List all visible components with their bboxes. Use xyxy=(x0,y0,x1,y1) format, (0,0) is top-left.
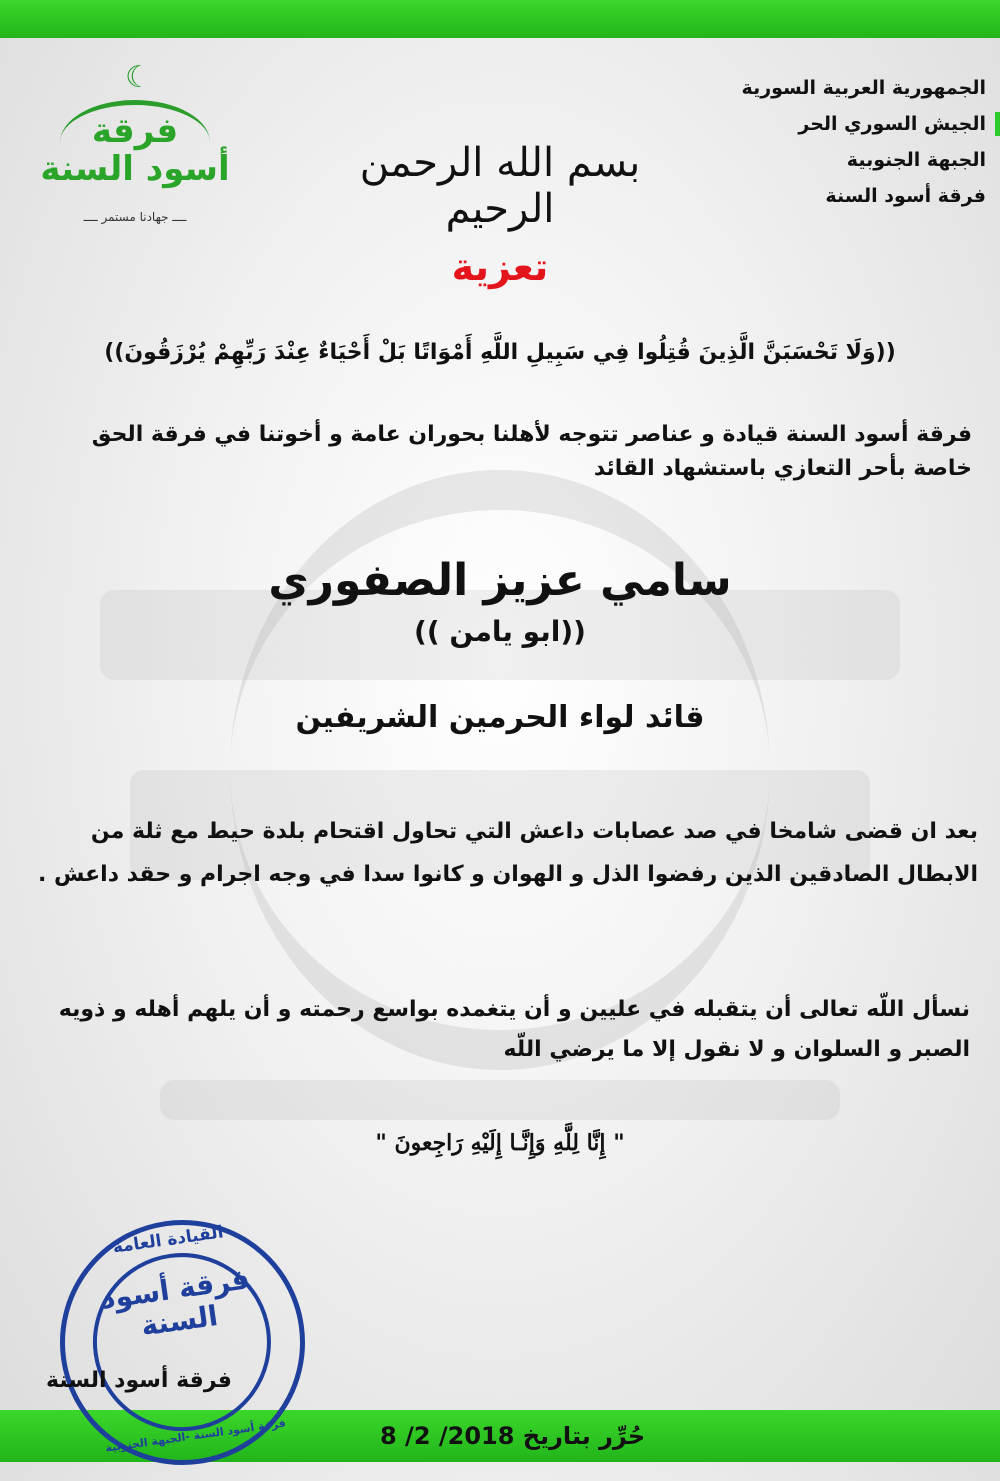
letterhead xyxy=(742,70,986,214)
watermark-shape xyxy=(160,1080,840,1120)
letterhead-line: الجمهورية العربية السورية xyxy=(741,77,986,99)
quran-verse: ((وَلَا تَحْسَبَنَّ الَّذِينَ قُتِلُوا فِي سَبِيلِ اللَّهِ أَمْوَاتًا بَلْ أَحْيَاءٌ عِنْدَ رَبِّهِمْ يُرْزَقُونَ)) xyxy=(104,340,896,365)
martyr-rank: قائد لواء الحرمين الشريفين xyxy=(295,700,705,735)
crescent-icon: ☾ xyxy=(125,60,152,95)
logo-name-line1: فرقة xyxy=(91,111,179,151)
document-title: تعزية xyxy=(451,245,549,289)
logo-name xyxy=(30,112,240,188)
martyr-nickname: ((ابو يامن )) xyxy=(414,615,586,648)
closing-verse: " إِنَّا لِلَّهِ وَإِنَّـا إِلَيْهِ رَاجِعونَ " xyxy=(375,1130,625,1156)
stamp-bottom-text: فرقة أسود السنة -الجبهة الجنوبية xyxy=(104,1416,287,1455)
martyr-name: سامي عزيز الصفوري xyxy=(268,555,732,606)
brigade-logo xyxy=(30,60,240,240)
letterhead-line: الجيش السوري الحر xyxy=(798,113,986,135)
stamp-name: فرقة أسود السنة xyxy=(98,1262,252,1343)
issue-date: حُرِّر بتاريخ 2018/ 2/ 8 xyxy=(380,1422,646,1450)
condolence-paragraph: فرقة أسود السنة قيادة و عناصر تتوجه لأهلنا بحوران عامة و أخوتنا في فرقة الحق خاصة بأحر التعازي باستشهاد القائد xyxy=(91,422,972,481)
signature: فرقة أسود السنة xyxy=(46,1368,232,1393)
logo-slogan: ــــ جهادنا مستمر ــــ xyxy=(83,210,187,224)
top-green-bar xyxy=(0,0,1000,38)
header-accent xyxy=(995,112,1000,136)
letterhead-line: الجبهة الجنوبية xyxy=(846,149,986,171)
letterhead-line: فرقة أسود السنة xyxy=(825,185,986,207)
circumstances-paragraph: بعد ان قضى شامخا في صد عصابات داعش التي تحاول اقتحام بلدة حيط مع ثلة من الابطال الصادقين الذين رفضوا الذل و الهوان و كانوا سدا في وجه اجرام و حقد داعش . xyxy=(38,819,978,887)
basmala: بسم الله الرحمن الرحيم xyxy=(359,140,641,232)
prayer-paragraph: نسأل اللّه تعالى أن يتقبله في عليين و أن يتغمده بواسع رحمته و أن يلهم أهله و ذويه الصبر و السلوان و لا نقول إلا ما يرضي اللّه xyxy=(58,997,970,1062)
stamp-top-text: القيادة العامة xyxy=(111,1222,225,1258)
logo-name-line2: أسود السنة xyxy=(40,149,230,189)
